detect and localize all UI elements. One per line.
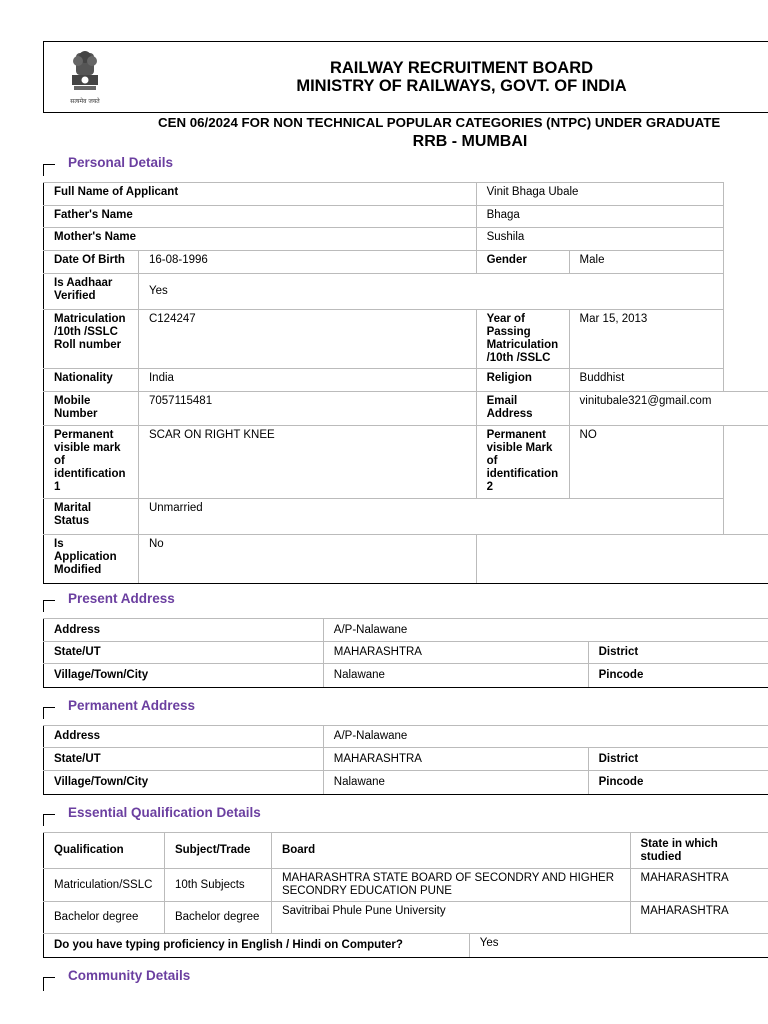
emblem-motto: सत्यमेव जयते — [70, 98, 100, 105]
email-label: Email Address — [476, 392, 569, 426]
cen-title: CEN 06/2024 FOR NON TECHNICAL POPULAR CATEGORIES (NTPC) UNDER GRADUATE — [158, 115, 721, 130]
section-bracket — [43, 600, 55, 612]
matric-roll-value: C124247 — [138, 310, 476, 369]
typing-value: Yes — [469, 934, 768, 958]
father-name-label: Father's Name — [44, 206, 477, 228]
father-name-value: Bhaga — [476, 206, 724, 228]
permanent-village-label: Village/Town/City — [44, 771, 324, 795]
email-value: vinitubale321@gmail.com — [569, 392, 768, 426]
typing-label: Do you have typing proficiency in English / Hindi on Computer? — [44, 934, 470, 958]
section-bracket — [43, 814, 55, 826]
matric-year-label: Year of Passing Matriculation /10th /SSLC — [476, 310, 569, 369]
religion-value: Buddhist — [569, 369, 724, 392]
mark2-label: Permanent visible Mark of identification 2 — [476, 426, 569, 499]
present-district-label: District — [588, 642, 768, 664]
board-title: RAILWAY RECRUITMENT BOARD — [329, 59, 594, 77]
qualification-title: Essential Qualification Details — [68, 805, 261, 820]
present-village-label: Village/Town/City — [44, 664, 324, 688]
gender-label: Gender — [476, 251, 569, 274]
modified-value: No — [138, 535, 476, 584]
mark2-value: NO — [569, 426, 724, 499]
matric-year-value: Mar 15, 2013 — [569, 310, 724, 369]
qualification-table — [43, 832, 768, 934]
marital-label: Marital Status — [44, 499, 139, 535]
full-name-value: Vinit Bhaga Ubale — [476, 183, 724, 206]
qual-cell: MAHARASHTRA STATE BOARD OF SECONDRY AND HIGHER SECONDRY EDUCATION PUNE — [271, 869, 630, 902]
qual-cell: Bachelor degree — [164, 902, 271, 934]
permanent-village-value: Nalawane — [323, 771, 588, 795]
permanent-address-title: Permanent Address — [68, 698, 196, 713]
section-bracket — [43, 977, 55, 991]
qual-header-board: Board — [271, 833, 630, 869]
qual-header-qualification: Qualification — [44, 833, 165, 869]
mother-name-label: Mother's Name — [44, 228, 477, 251]
qual-header-subject: Subject/Trade — [164, 833, 271, 869]
rrb-name: RRB - MUMBAI — [412, 133, 528, 150]
section-bracket — [43, 164, 55, 176]
marital-value: Unmarried — [138, 499, 724, 535]
present-state-value: MAHARASHTRA — [323, 642, 588, 664]
mobile-value: 7057115481 — [138, 392, 476, 426]
nationality-value: India — [138, 369, 476, 392]
personal-details-title: Personal Details — [68, 155, 174, 170]
qual-header-state: State in which studied — [630, 833, 768, 869]
dob-value: 16-08-1996 — [138, 251, 476, 274]
gender-value: Male — [569, 251, 724, 274]
community-details-title: Community Details — [68, 968, 191, 983]
religion-label: Religion — [476, 369, 569, 392]
personal-details-table — [43, 182, 768, 584]
permanent-address-table — [43, 725, 768, 795]
ministry-title: MINISTRY OF RAILWAYS, GOVT. OF INDIA — [296, 77, 627, 95]
permanent-state-value: MAHARASHTRA — [323, 748, 588, 771]
aadhaar-label: Is Aadhaar Verified — [44, 274, 139, 310]
mother-name-value: Sushila — [476, 228, 724, 251]
qual-cell: Matriculation/SSLC — [44, 869, 165, 902]
table-row — [44, 902, 768, 934]
header-box — [43, 41, 768, 113]
aadhaar-value: Yes — [138, 274, 724, 310]
section-bracket — [43, 707, 55, 719]
dob-label: Date Of Birth — [44, 251, 139, 274]
present-state-label: State/UT — [44, 642, 324, 664]
present-village-value: Nalawane — [323, 664, 588, 688]
mobile-label: Mobile Number — [44, 392, 139, 426]
present-address-label: Address — [44, 619, 324, 642]
modified-label: Is Application Modified — [44, 535, 139, 584]
mark1-value: SCAR ON RIGHT KNEE — [138, 426, 476, 499]
permanent-address-label: Address — [44, 726, 324, 748]
qual-cell: Bachelor degree — [44, 902, 165, 934]
present-address-table — [43, 618, 768, 688]
permanent-address-value: A/P-Nalawane — [323, 726, 768, 748]
present-address-value: A/P-Nalawane — [323, 619, 768, 642]
present-address-title: Present Address — [68, 591, 175, 606]
full-name-label: Full Name of Applicant — [44, 183, 477, 206]
qual-cell: MAHARASHTRA — [630, 902, 768, 934]
table-row — [44, 869, 768, 902]
permanent-state-label: State/UT — [44, 748, 324, 771]
qual-cell: MAHARASHTRA — [630, 869, 768, 902]
nationality-label: Nationality — [44, 369, 139, 392]
typing-table — [43, 933, 768, 958]
permanent-pincode-label: Pincode — [588, 771, 768, 795]
present-pincode-label: Pincode — [588, 664, 768, 688]
qual-cell: 10th Subjects — [164, 869, 271, 902]
permanent-district-label: District — [588, 748, 768, 771]
qual-cell: Savitribai Phule Pune University — [271, 902, 630, 934]
matric-roll-label: Matriculation /10th /SSLC Roll number — [44, 310, 139, 369]
mark1-label: Permanent visible mark of identification 1 — [44, 426, 139, 499]
